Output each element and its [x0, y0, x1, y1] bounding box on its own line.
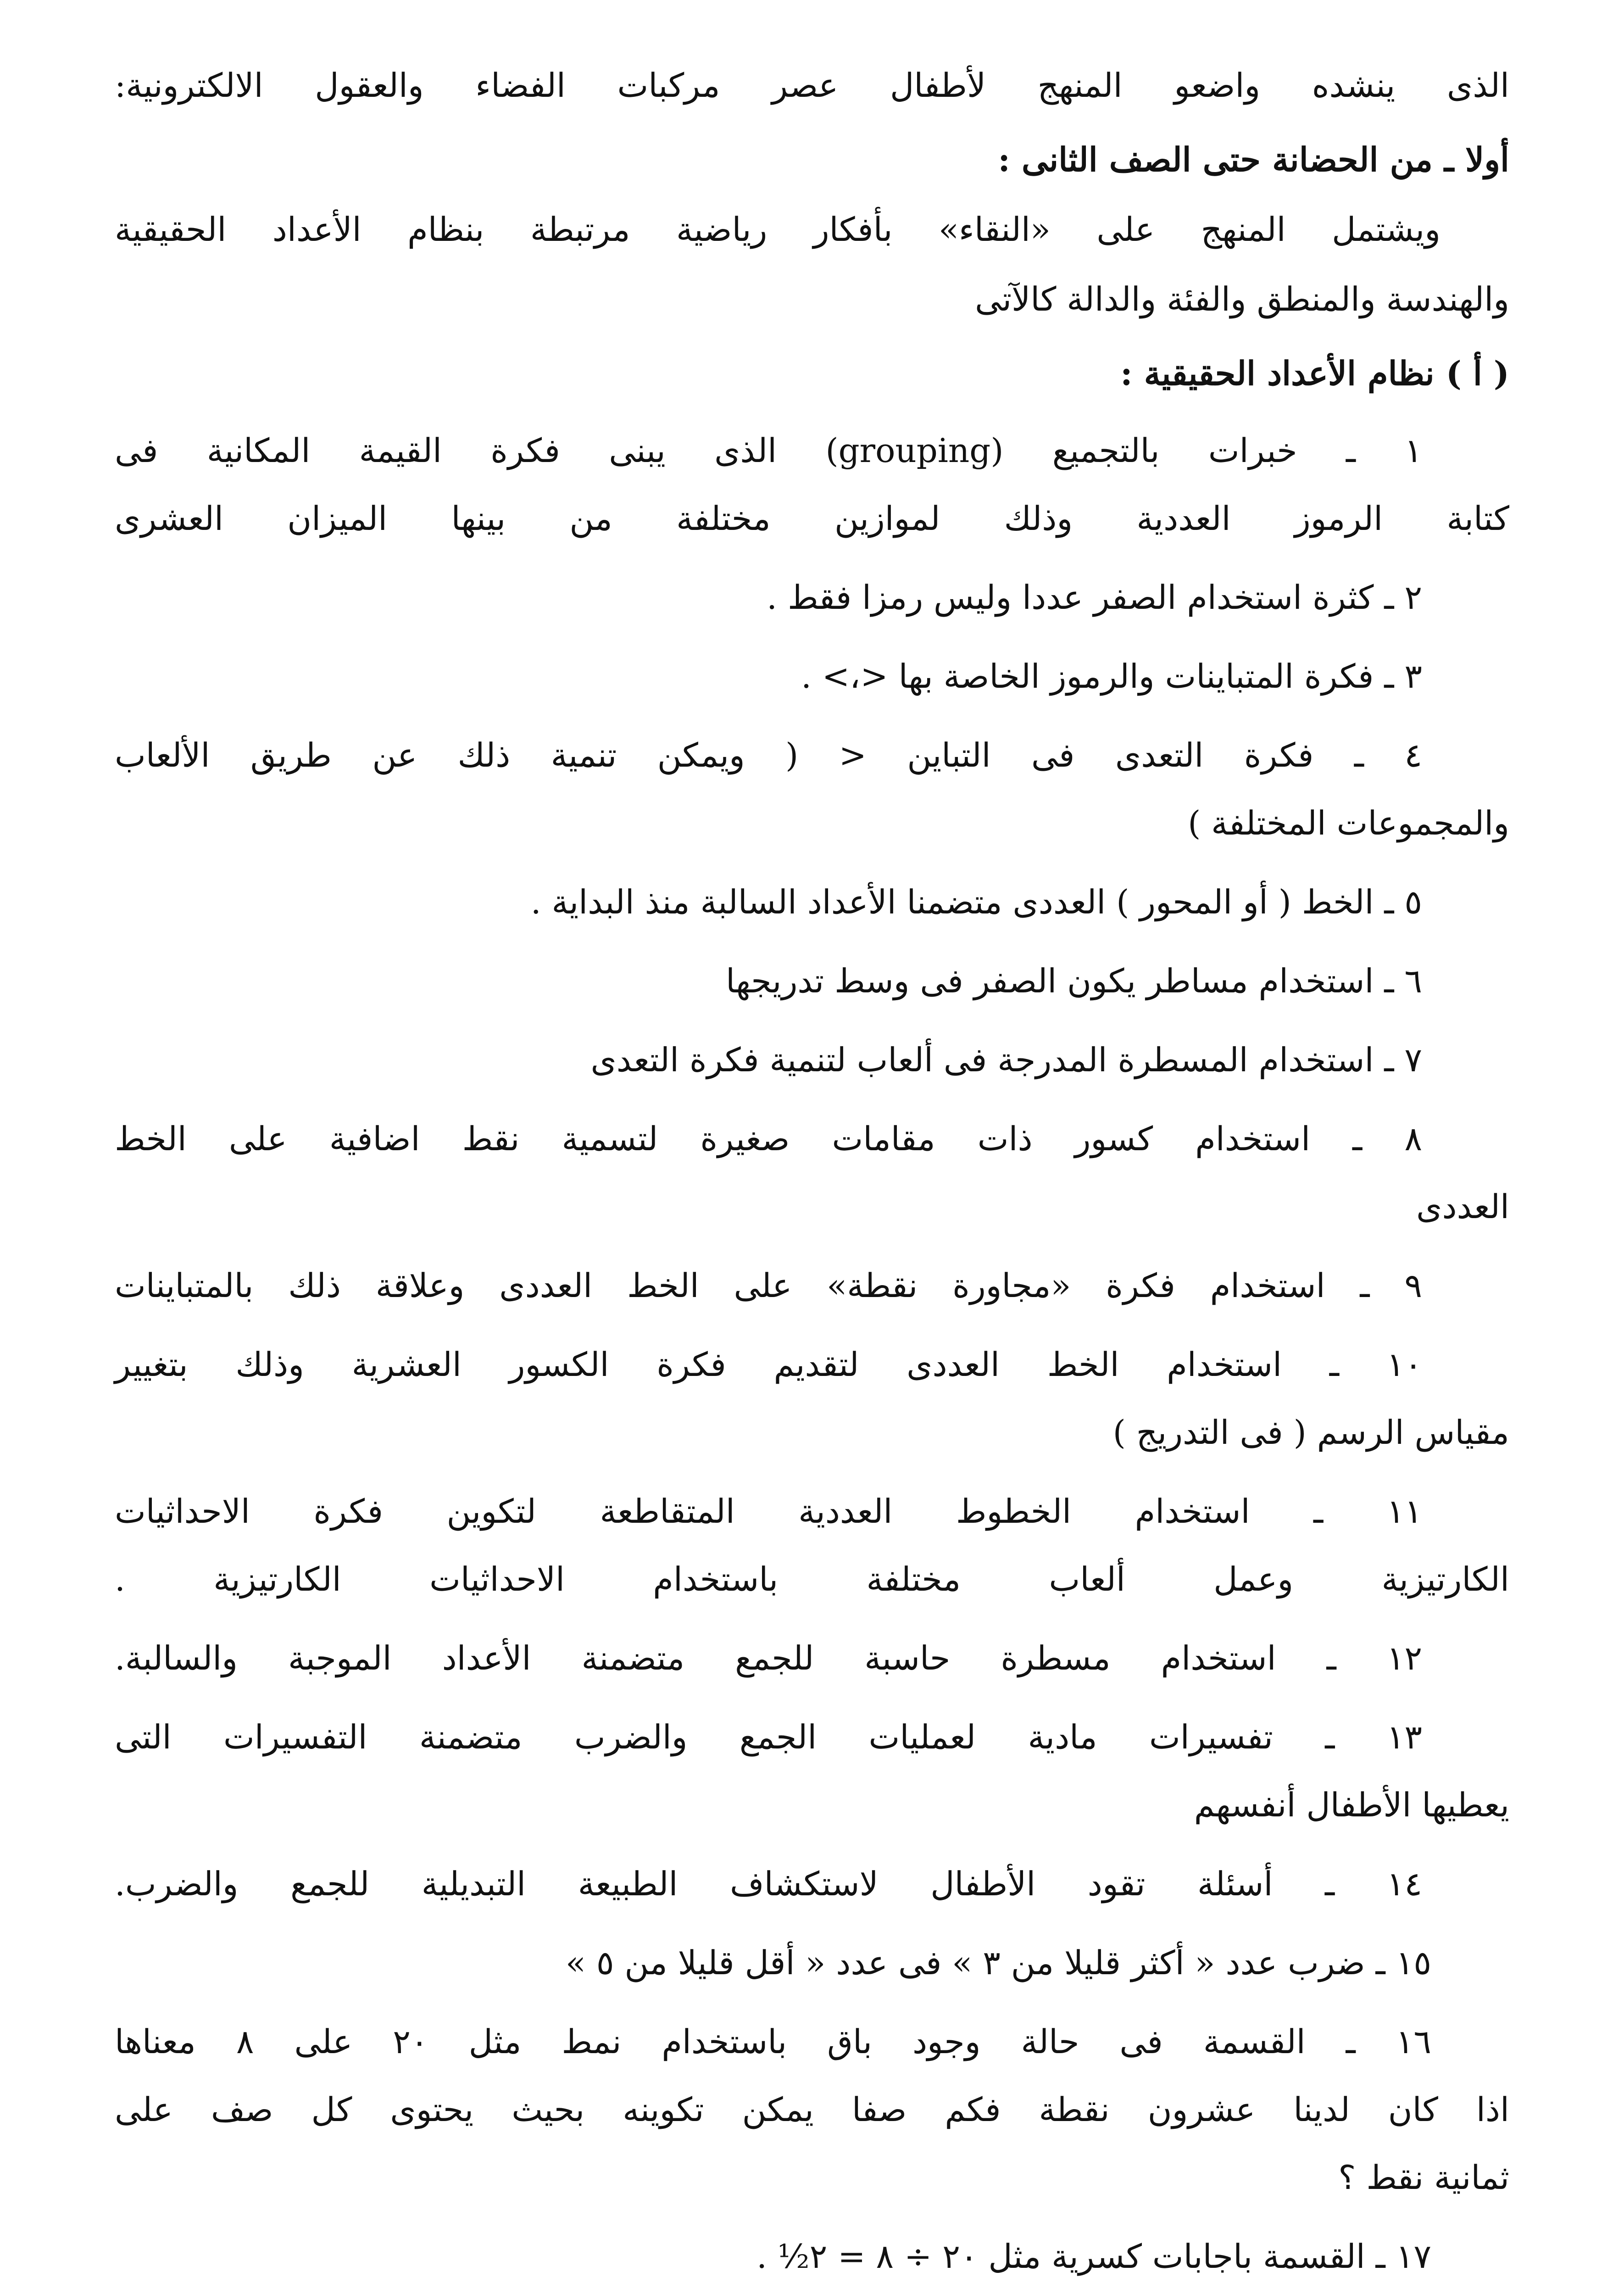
list-item-line: العددى — [1416, 1187, 1509, 1226]
intro-line: الذى ينشده واضعو المنهج لأطفال عصر مركبات الفضاء والعقول الالكترونية: — [115, 66, 1510, 105]
list-item-12 — [115, 1623, 1509, 1693]
section-paragraph-line-1: ويشتمل المنهج على «النقاء» بأفكار رياضية مرتبطة بنظام الأعداد الحقيقية — [115, 210, 1440, 249]
list-item-line: ١٣ ـ تفسيرات مادية لعمليات الجمع والضرب متضمنة التفسيرات التى — [115, 1718, 1422, 1756]
list-item-line: ١٢ ـ استخدام مسطرة حاسبة للجمع متضمنة الأعداد الموجبة والسالبة. — [115, 1639, 1422, 1677]
list-item-13 — [115, 1702, 1509, 1840]
list-item-7 — [115, 1025, 1509, 1095]
list-item-line: مقياس الرسم ( فى التدريج ) — [1112, 1413, 1509, 1452]
list-item-line: يعطيها الأطفال أنفسهم — [1194, 1786, 1509, 1824]
list-item-line: ٤ ـ فكرة التعدى فى التباين < ( ويمكن تنمية ذلك عن طريق الألعاب — [115, 736, 1422, 774]
list-item-line: ١٤ ـ أسئلة تقود الأطفال لاستكشاف الطبيعة التبديلية للجمع والضرب. — [115, 1865, 1422, 1903]
list-item-11 — [115, 1476, 1509, 1614]
list-item-line: ٦ ـ استخدام مساطر يكون الصفر فى وسط تدريجها — [725, 962, 1422, 1000]
list-item-line: ٧ ـ استخدام المسطرة المدرجة فى ألعاب لتنمية فكرة التعدى — [590, 1041, 1422, 1079]
list-item-line: ثمانية نقط ؟ — [1338, 2158, 1509, 2197]
list-item-line: ١ ـ خبرات بالتجميع (grouping) الذى يبنى فكرة القيمة المكانية فى — [115, 431, 1423, 470]
list-item-line: ٨ ـ استخدام كسور ذات مقامات صغيرة لتسمية نقط اضافية على الخط — [115, 1119, 1422, 1158]
list-item-8 — [115, 1104, 1509, 1242]
list-item-4 — [115, 720, 1509, 858]
list-item-line: ١٠ ـ استخدام الخط العددى لتقديم فكرة الكسور العشرية وذلك بتغيير — [115, 1345, 1422, 1384]
list-item-2 — [115, 562, 1509, 632]
list-item-line: ٥ ـ الخط ( أو المحور ) العددى متضمنا الأعداد السالبة منذ البداية . — [530, 883, 1422, 921]
list-item-line: ٩ ـ استخدام فكرة «مجاورة نقطة» على الخط العددى وعلاقة ذلك بالمتباينات — [115, 1266, 1422, 1305]
list-item-6 — [115, 946, 1509, 1016]
list-item-line: اذا كان لدينا عشرون نقطة فكم صفا يمكن تكوينه بحيث يحتوى كل صف على — [115, 2090, 1509, 2129]
list-item-line: ٢ ـ كثرة استخدام الصفر عددا وليس رمزا فقط . — [767, 578, 1422, 617]
section-heading: أولا ـ من الحضانة حتى الصف الثانى : — [998, 140, 1509, 179]
list-item-10 — [115, 1330, 1509, 1467]
list-item-3 — [115, 641, 1509, 711]
subsection-heading: ( أ ) نظام الأعداد الحقيقية : — [1120, 354, 1509, 393]
list-item-14 — [115, 1849, 1509, 1919]
section-paragraph-line-2: والهندسة والمنطق والفئة والدالة كالآتى — [975, 280, 1509, 318]
list-item-9 — [115, 1251, 1509, 1320]
list-item-line: ١٦ ـ القسمة فى حالة وجود باق باستخدام نمط مثل ٢٠ على ٨ معناها — [115, 2022, 1432, 2061]
list-item-17 — [115, 2222, 1509, 2291]
list-item-line: والمجموعات المختلفة ) — [1188, 804, 1509, 842]
list-item-15 — [115, 1928, 1509, 1998]
list-item-line: كتابة الرموز العددية وذلك لموازين مختلفة من بينها الميزان العشرى — [115, 499, 1509, 538]
list-item-line: ١٥ ـ ضرب عدد « أكثر قليلا من ٣ » فى عدد « أقل قليلا من ٥ » — [565, 1943, 1431, 1982]
list-item-1 — [115, 416, 1509, 553]
list-item-16 — [115, 2007, 1509, 2212]
list-item-line: ١١ ـ استخدام الخطوط العددية المتقاطعة لتكوين فكرة الاحداثيات — [115, 1492, 1422, 1531]
list-item-line: ١٧ ـ القسمة باجابات كسرية مثل ٢٠ ÷ ٨ = ٢½ . — [756, 2237, 1431, 2276]
list-item-line: ٣ ـ فكرة المتباينات والرموز الخاصة بها <،> . — [801, 657, 1422, 696]
list-item-5 — [115, 867, 1509, 937]
list-item-line: الكارتيزية وعمل ألعاب مختلفة باستخدام الاحداثيات الكارتيزية . — [115, 1560, 1509, 1598]
